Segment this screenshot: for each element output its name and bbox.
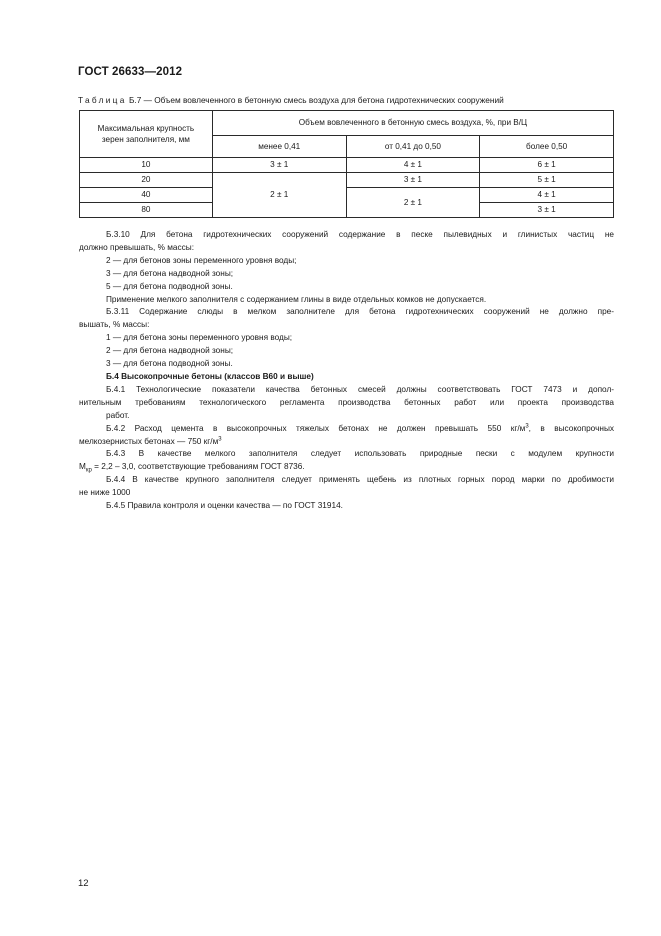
b42-text-2: мелкозернистых бетонах — 750 кг/м — [79, 436, 219, 446]
col-header-aggregate-size: Максимальная крупность зерен заполнителя, мм — [80, 111, 213, 158]
cell-value: 3 ± 1 — [346, 173, 480, 188]
cell-value: 4 ± 1 — [480, 188, 614, 203]
paragraph-b45: Б.4.5 Правила контроля и оценки качества — по ГОСТ 31914. — [106, 501, 343, 511]
modulus-symbol: М — [79, 462, 86, 472]
page-number: 12 — [78, 878, 89, 889]
table-row — [80, 188, 614, 203]
paragraph-b310: Б.3.10 Для бетона гидротехнических сооружений содержание в песке пылевидных и глинистых частиц не — [106, 230, 614, 239]
paragraph-line: должно превышать, % массы: — [79, 242, 194, 252]
sub-header-wc-more: более 0,50 — [480, 136, 614, 158]
sub-header-wc-mid: от 0,41 до 0,50 — [346, 136, 480, 158]
paragraph-note: Применение мелкого заполнителя с содержанием глины в виде отдельных комков не допускается. — [106, 294, 487, 304]
paragraph-b42 — [79, 423, 614, 436]
paragraph-line: не ниже 1000 — [79, 488, 131, 498]
group-header-air-content: Объем вовлеченного в бетонную смесь воздуха, %, при В/Ц — [212, 111, 613, 136]
b43-text-2: = 2,2 – 3,0, соответствующие требованиям ГОСТ 8736. — [91, 462, 305, 472]
cell-value: 4 ± 1 — [346, 158, 480, 173]
body-text — [79, 229, 614, 513]
b42-text-end: , в высокопрочных — [528, 423, 614, 433]
b42-text: Б.4.2 Расход цемента в высокопрочных тяжелых бетонах не должен превышать 550 кг/м — [106, 423, 526, 433]
list-item: 3 — для бетона надводной зоны; — [106, 268, 234, 278]
table-row — [80, 158, 614, 173]
list-item: 1 — для бетона зоны переменного уровня воды; — [106, 333, 293, 343]
paragraph-line: вышать, % массы: — [79, 320, 150, 330]
cell-value: 2 ± 1 — [346, 188, 480, 218]
cell-value: 5 ± 1 — [480, 173, 614, 188]
paragraph-b311: Б.3.11 Содержание слюды в мелком заполнителе для бетона гидротехнических сооружений не должно пре- — [106, 307, 614, 317]
cell-size: 20 — [80, 173, 213, 188]
table-row — [80, 173, 614, 188]
cell-value: 3 ± 1 — [480, 203, 614, 218]
cell-value: 3 ± 1 — [212, 158, 346, 173]
list-item: 2 — для бетона надводной зоны; — [106, 346, 234, 356]
table-caption — [78, 95, 504, 105]
page-header-standard: ГОСТ 26633—2012 — [78, 66, 183, 78]
superscript: 3 — [525, 422, 529, 429]
subscript: кр — [85, 467, 92, 474]
cell-value: 2 ± 1 — [212, 173, 346, 218]
paragraph-line: нительным требованиям технологического регламента производства бетонных работ или проекта производства — [79, 397, 614, 407]
air-content-table — [79, 110, 614, 218]
paragraph-line: работ. — [106, 410, 130, 420]
sub-header-wc-less: менее 0,41 — [212, 136, 346, 158]
paragraph-b44: Б.4.4 В качестве крупного заполнителя следует применять щебень из плотных горных пород марки по дробимости — [106, 475, 614, 485]
section-heading-b4: Б.4 Высокопрочные бетоны (классов В60 и выше) — [106, 371, 314, 381]
paragraph-line — [79, 461, 614, 474]
superscript: 3 — [218, 435, 222, 442]
paragraph-b41: Б.4.1 Технологические показатели качества бетонных смесей должны соответствовать ГОСТ 7473 и допол- — [106, 384, 614, 394]
table-caption-word: Таблица — [78, 95, 127, 105]
list-item: 3 — для бетона подводной зоны. — [106, 359, 233, 369]
paragraph-line — [79, 436, 614, 449]
list-item: 5 — для бетона подводной зоны. — [106, 281, 233, 291]
cell-size: 10 — [80, 158, 213, 173]
list-item: 2 — для бетонов зоны переменного уровня воды; — [106, 255, 297, 265]
cell-size: 80 — [80, 203, 213, 218]
cell-size: 40 — [80, 188, 213, 203]
cell-value: 6 ± 1 — [480, 158, 614, 173]
table-caption-text: Б.7 — Объем вовлеченного в бетонную смесь воздуха для бетона гидротехнических сооружений — [128, 95, 504, 105]
paragraph-b43: Б.4.3 В качестве мелкого заполнителя следует использовать природные пески с модулем крупности — [106, 449, 614, 459]
